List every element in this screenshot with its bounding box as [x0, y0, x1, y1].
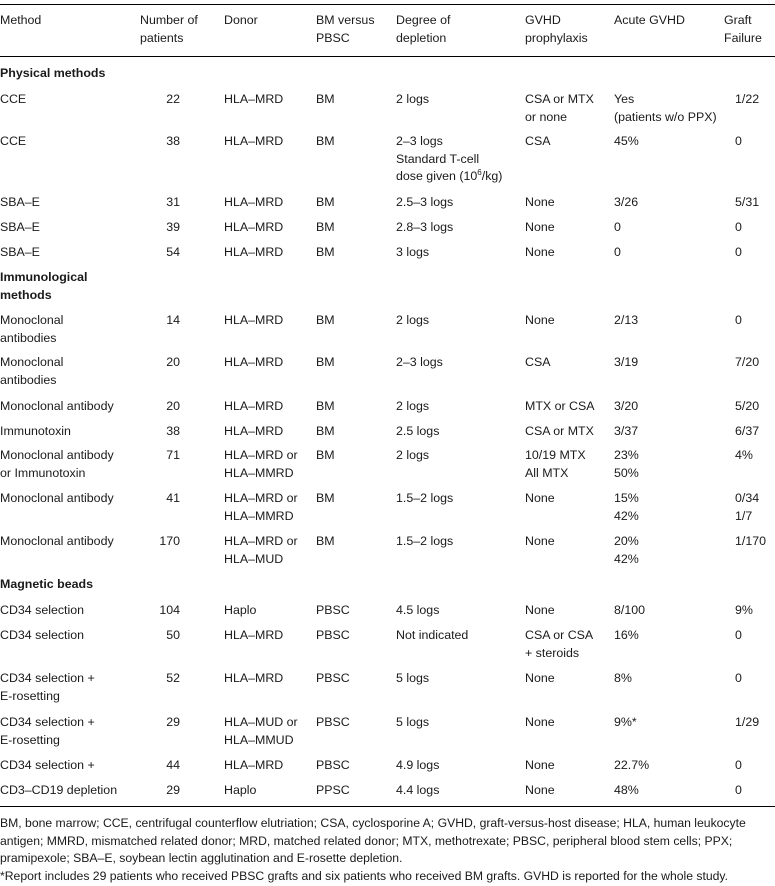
cell-depletion: 2.5 logs: [396, 424, 440, 438]
cell-patients: 29: [166, 783, 180, 797]
cell-depletion: 4.9 logs: [396, 758, 440, 772]
cell-method: CD34 selection +: [0, 758, 95, 772]
cell-patients: 44: [166, 758, 180, 772]
cell-acute: 3/20: [614, 399, 639, 413]
cell-patients: 38: [166, 134, 180, 148]
cell-method: Immunotoxin: [0, 424, 71, 438]
cell-failure: 6/37: [735, 424, 760, 438]
cell-failure: 0: [735, 783, 742, 797]
cell-prophylaxis: None: [525, 245, 555, 259]
table-row: [0, 133, 775, 183]
cell-patients: 31: [166, 195, 180, 209]
cell-acute: 15% 42%: [614, 491, 639, 523]
cell-donor: HLA–MUD or HLA–MMUD: [224, 715, 298, 747]
cell-depletion: 2 logs: [396, 92, 430, 106]
cell-source: BM: [316, 134, 335, 148]
footnote-abbreviations: BM, bone marrow; CCE, centrifugal counterflow elutriation; CSA, cyclosporine A; GVHD, graft-versus-host disease; HLA, human leukocyte: [0, 816, 746, 830]
cell-patients: 22: [166, 92, 180, 106]
cell-donor: HLA–MRD or HLA–MUD: [224, 534, 298, 566]
cell-source: BM: [316, 399, 335, 413]
cell-prophylaxis: MTX or CSA: [525, 399, 595, 413]
cell-source: PBSC: [316, 715, 350, 729]
col-header-donor: Donor: [224, 13, 258, 27]
table-row: [0, 447, 775, 487]
cell-prophylaxis: None: [525, 715, 555, 729]
cell-depletion: 5 logs: [396, 715, 430, 729]
cell-failure: 0: [735, 758, 742, 772]
cell-patients: 20: [166, 355, 180, 369]
table-row: [0, 490, 775, 530]
table-header-row: [0, 12, 775, 52]
cell-method: Monoclonal antibody: [0, 534, 114, 548]
cell-patients: 14: [166, 313, 180, 327]
cell-acute: 9%*: [614, 715, 637, 729]
cell-donor: HLA–MRD: [224, 245, 284, 259]
cell-prophylaxis: CSA or CSA + steroids: [525, 628, 594, 660]
cell-method: CD3–CD19 depletion: [0, 783, 118, 797]
cell-failure: 0: [735, 313, 742, 327]
col-header-depletion: Degree of depletion: [396, 13, 451, 45]
cell-prophylaxis: None: [525, 534, 555, 548]
cell-prophylaxis: CSA or MTX or none: [525, 92, 594, 124]
cell-depletion: 5 logs: [396, 671, 430, 685]
cell-donor: HLA–MRD: [224, 220, 284, 234]
cell-failure: 9%: [735, 603, 753, 617]
cell-patients: 41: [166, 491, 180, 505]
table-header-rule: [0, 56, 775, 57]
cell-acute: 23% 50%: [614, 448, 639, 480]
cell-failure: 5/20: [735, 399, 760, 413]
table-footnotes: [0, 815, 770, 886]
cell-failure: 1/29: [735, 715, 760, 729]
col-header-method: Method: [0, 13, 42, 27]
col-header-prophylaxis: GVHD prophylaxis: [525, 13, 588, 45]
cell-depletion: 2 logs: [396, 448, 430, 462]
cell-prophylaxis: None: [525, 220, 555, 234]
cell-patients: 54: [166, 245, 180, 259]
cell-source: PPSC: [316, 783, 350, 797]
cell-acute: 3/37: [614, 424, 639, 438]
footnote-asterisk: *Report includes 29 patients who received PBSC grafts and six patients who received BM grafts. GVHD is reported for the whole study.: [0, 869, 728, 884]
cell-prophylaxis: 10/19 MTX All MTX: [525, 448, 586, 480]
cell-prophylaxis: None: [525, 671, 555, 685]
cell-failure: 5/31: [735, 195, 760, 209]
table-bottom-rule: [0, 806, 775, 807]
cell-patients: 52: [166, 671, 180, 685]
cell-patients: 50: [166, 628, 180, 642]
cell-acute: 16%: [614, 628, 639, 642]
cell-failure: 0: [735, 134, 742, 148]
cell-depletion: 4.4 logs: [396, 783, 440, 797]
cell-source: BM: [316, 355, 335, 369]
cell-source: BM: [316, 534, 335, 548]
table-row: [0, 354, 775, 394]
cell-donor: HLA–MRD: [224, 92, 284, 106]
cell-donor: HLA–MRD: [224, 758, 284, 772]
cell-patients: 29: [166, 715, 180, 729]
cell-donor: HLA–MRD: [224, 628, 284, 642]
cell-failure: 4%: [735, 448, 753, 462]
cell-method: Monoclonal antibody: [0, 491, 114, 505]
cell-patients: 38: [166, 424, 180, 438]
table-row: [0, 244, 775, 284]
cell-donor: HLA–MRD: [224, 134, 284, 148]
table-row: [0, 714, 775, 754]
cell-method: CD34 selection + E-rosetting: [0, 671, 95, 703]
cell-method: CD34 selection + E-rosetting: [0, 715, 95, 747]
section-heading-physical: Physical methods: [0, 66, 106, 80]
cell-method: Monoclonal antibody or Immunotoxin: [0, 448, 114, 480]
table-row: [0, 533, 775, 573]
cell-donor: HLA–MRD: [224, 313, 284, 327]
cell-donor: Haplo: [224, 783, 257, 797]
cell-acute: 3/19: [614, 355, 639, 369]
cell-depletion: 2–3 logs Standard T-cell dose given $(10^6/kg)$: [396, 134, 503, 183]
cell-method: CCE: [0, 92, 27, 106]
cell-method: Monoclonal antibodies: [0, 313, 64, 345]
cell-depletion: 1.5–2 logs: [396, 534, 454, 548]
footnote-abbreviations: pramipexole; SBA–E, soybean lectin agglutination and E-rosette depletion.: [0, 851, 403, 866]
cell-prophylaxis: None: [525, 603, 555, 617]
cell-donor: HLA–MRD: [224, 399, 284, 413]
table-top-rule: [0, 4, 775, 5]
cell-depletion: 4.5 logs: [396, 603, 440, 617]
cell-acute: 0: [614, 245, 621, 259]
cell-source: BM: [316, 491, 335, 505]
cell-prophylaxis: None: [525, 313, 555, 327]
cell-patients: 104: [159, 603, 180, 617]
cell-patients: 71: [166, 448, 180, 462]
cell-depletion: Not indicated: [396, 628, 469, 642]
cell-failure: 0: [735, 628, 742, 642]
cell-method: Monoclonal antibodies: [0, 355, 64, 387]
cell-acute: 2/13: [614, 313, 639, 327]
col-header-source: BM versus PBSC: [316, 13, 375, 45]
cell-donor: HLA–MRD: [224, 424, 284, 438]
cell-depletion: 2.8–3 logs: [396, 220, 454, 234]
cell-source: PBSC: [316, 758, 350, 772]
cell-failure: 1/22: [735, 92, 760, 106]
cell-failure: 0: [735, 671, 742, 685]
table-row: [0, 627, 775, 667]
cell-acute: 3/26: [614, 195, 639, 209]
cell-method: SBA–E: [0, 195, 40, 209]
cell-depletion: 2–3 logs: [396, 355, 443, 369]
col-header-acute: Acute GVHD: [614, 13, 685, 27]
cell-acute: 8/100: [614, 603, 646, 617]
cell-source: BM: [316, 313, 335, 327]
section-heading-immunological: Immunological methods: [0, 270, 88, 302]
cell-donor: HLA–MRD or HLA–MMRD: [224, 448, 298, 480]
cell-patients: 20: [166, 399, 180, 413]
cell-source: PBSC: [316, 628, 350, 642]
cell-prophylaxis: None: [525, 491, 555, 505]
cell-prophylaxis: CSA: [525, 355, 551, 369]
col-header-patients: Number of patients: [140, 13, 198, 45]
cell-source: PBSC: [316, 671, 350, 685]
cell-patients: 39: [166, 220, 180, 234]
cell-prophylaxis: CSA: [525, 134, 551, 148]
table-row: [0, 312, 775, 352]
cell-acute: 45%: [614, 134, 639, 148]
cell-donor: Haplo: [224, 603, 257, 617]
cell-donor: HLA–MRD: [224, 671, 284, 685]
footnote-abbreviations: antigen; MMRD, mismatched related donor; MRD, matched related donor; MTX, methotrexate; PBSC, peripheral blood stem cells; PPX;: [0, 833, 733, 848]
cell-depletion: 2 logs: [396, 313, 430, 327]
cell-prophylaxis: None: [525, 758, 555, 772]
cell-method: CCE: [0, 134, 27, 148]
table-row: [0, 91, 775, 131]
cell-failure: 7/20: [735, 355, 760, 369]
cell-acute: Yes (patients w/o PPX): [614, 92, 717, 124]
cell-acute: 20% 42%: [614, 534, 639, 566]
cell-acute: 48%: [614, 783, 639, 797]
table-row: [0, 670, 775, 710]
col-header-failure: Graft Failure: [724, 13, 762, 45]
cell-method: Monoclonal antibody: [0, 399, 114, 413]
cell-source: BM: [316, 220, 335, 234]
cell-acute: 22.7%: [614, 758, 650, 772]
cell-donor: HLA–MRD: [224, 355, 284, 369]
cell-depletion: 1.5–2 logs: [396, 491, 454, 505]
cell-acute: 0: [614, 220, 621, 234]
cell-donor: HLA–MRD: [224, 195, 284, 209]
cell-prophylaxis: CSA or MTX: [525, 424, 594, 438]
cell-failure: 0: [735, 220, 742, 234]
section-heading-magnetic: Magnetic beads: [0, 577, 93, 591]
cell-source: BM: [316, 245, 335, 259]
cell-source: BM: [316, 424, 335, 438]
cell-source: PBSC: [316, 603, 350, 617]
cell-source: BM: [316, 195, 335, 209]
cell-failure: 0/34 1/7: [735, 491, 760, 523]
cell-method: CD34 selection: [0, 628, 85, 642]
cell-source: BM: [316, 92, 335, 106]
cell-method: SBA–E: [0, 245, 40, 259]
cell-source: BM: [316, 448, 335, 462]
cell-prophylaxis: None: [525, 195, 555, 209]
cell-depletion: 2.5–3 logs: [396, 195, 454, 209]
cell-method: SBA–E: [0, 220, 40, 234]
cell-prophylaxis: None: [525, 783, 555, 797]
cell-failure: 0: [735, 245, 742, 259]
cell-method: CD34 selection: [0, 603, 85, 617]
cell-failure: 1/170: [735, 534, 767, 548]
cell-donor: HLA–MRD or HLA–MMRD: [224, 491, 298, 523]
cell-acute: 8%: [614, 671, 632, 685]
cell-depletion: 2 logs: [396, 399, 430, 413]
cell-depletion: 3 logs: [396, 245, 430, 259]
cell-patients: 170: [159, 534, 180, 548]
